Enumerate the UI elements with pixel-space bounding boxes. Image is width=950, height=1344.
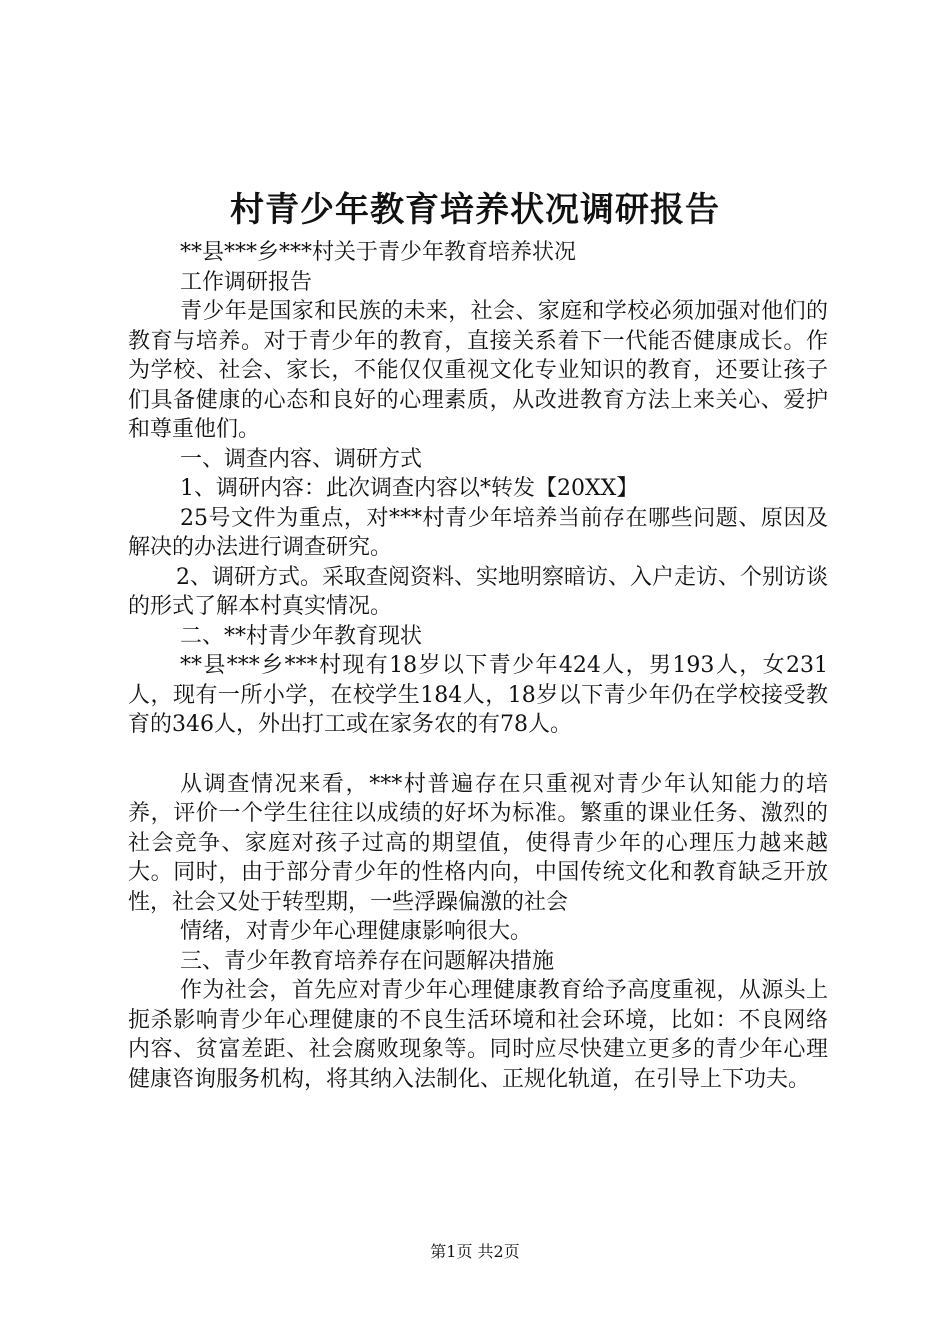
section-heading-2: 二、**村青少年教育现状	[180, 623, 423, 649]
paragraph-measures: 作为社会，首先应对青少年心理健康教育给予高度重视，从源头上扼杀影响青少年心理健康的不良生活环境和社会环境，比如：不良网络内容、贫富差距、社会腐败现象等。同时应尽快建立更多的青少年心理健康咨询服务机构，将其纳入法制化、正规化轨道，在引导上下功夫。	[128, 978, 828, 1092]
paragraph-subtitle-line2: 工作调研报告	[180, 269, 313, 295]
page-footer: 第1页 共2页	[430, 1242, 520, 1261]
paragraph-findings-continued: 情绪，对青少年心理健康影响很大。	[180, 919, 533, 944]
paragraph-intro: 青少年是国家和民族的未来，社会、家庭和学校必须加强对他们的教育与培养。对于青少年的教育，直接关系着下一代能否健康成长。作为学校、社会、家长，不能仅仅重视文化专业知识的教育，还要让孩子们具备健康的心态和良好的心理素质，从改进教育方法上来关心、爱护和尊重他们。	[128, 299, 828, 442]
paragraph-current-status: **县***乡***村现有18岁以下青少年424人，男193人，女231人，现有一所小学，在校学生184人，18岁以下青少年仍在学校接受教育的346人，外出打工或在家务农的有78人。	[128, 653, 828, 737]
paragraph-research-method: 2、调研方式。采取查阅资料、实地明察暗访、入户走访、个别访谈的形式了解本村真实情况。	[128, 564, 828, 619]
document-body	[128, 238, 828, 1094]
paragraph-findings: 从调查情况来看，***村普遍存在只重视对青少年认知能力的培养，评价一个学生往往以成绩的好坏为标准。繁重的课业任务、激烈的社会竞争、家庭对孩子过高的期望值，使得青少年的心理压力越来越大。同时，由于部分青少年的性格内向，中国传统文化和教育缺乏开放性，社会又处于转型期，一些浮躁偏激的社会	[128, 771, 828, 915]
paragraph-research-content: 1、调研内容：此次调查内容以*转发【20XX】	[180, 476, 639, 501]
document-title: 村青少年教育培养状况调研报告	[230, 190, 720, 230]
paragraph-gap	[128, 740, 828, 770]
section-heading-3: 三、青少年教育培养存在问题解决措施	[180, 948, 555, 974]
section-heading-1: 一、调查内容、调研方式	[180, 446, 423, 472]
paragraph-subtitle-line1: **县***乡***村关于青少年教育培养状况	[180, 240, 577, 265]
paragraph-document-focus: 25号文件为重点，对***村青少年培养当前存在哪些问题、原因及解决的办法进行调查研究。	[128, 505, 828, 560]
